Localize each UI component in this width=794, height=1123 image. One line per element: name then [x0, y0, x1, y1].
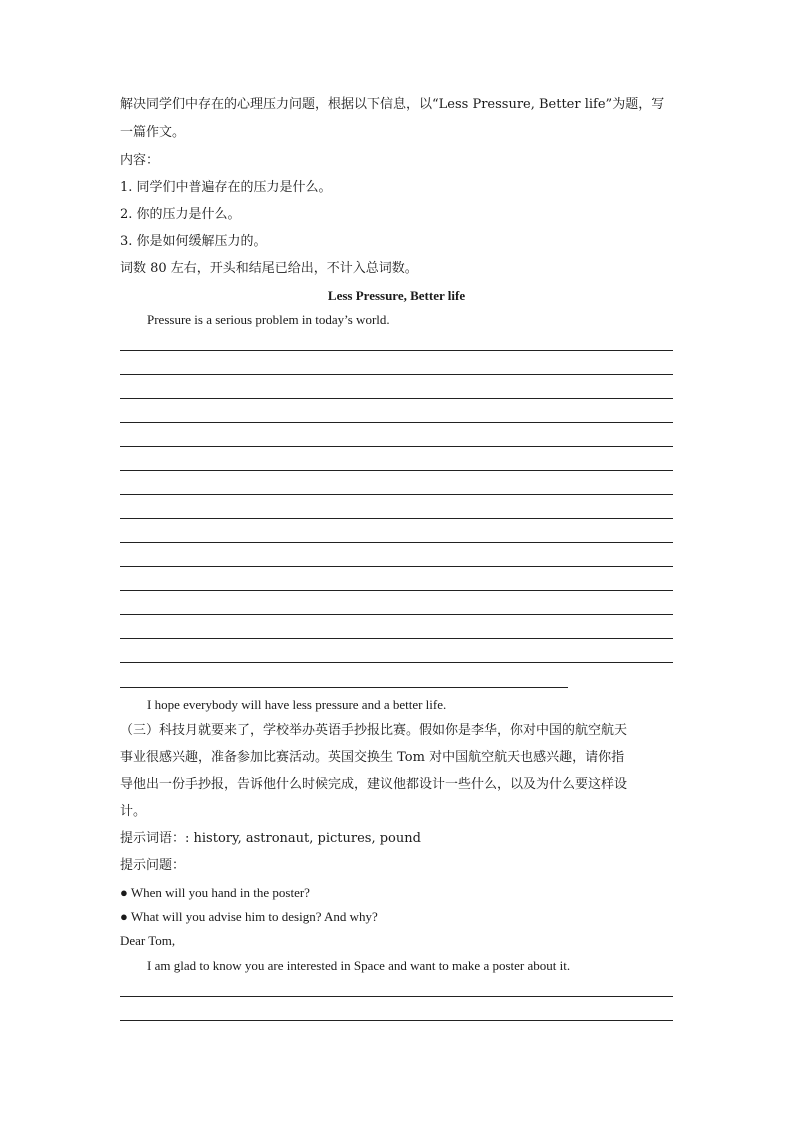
essay-opening: Pressure is a serious problem in today’s world.	[147, 312, 390, 327]
section2-intro-line1: 解决同学们中存在的心理压力问题，根据以下信息，以“Less Pressure, Better life”为题，写	[120, 97, 665, 112]
writing-line[interactable]	[120, 662, 673, 663]
writing-line[interactable]	[120, 542, 673, 543]
writing-line[interactable]	[120, 446, 673, 447]
letter-opening: I am glad to know you are interested in Space and want to make a poster about it.	[147, 958, 571, 973]
section3-prompt-line2: 事业很感兴趣，准备参加比赛活动。英国交换生 Tom 对中国航空航天也感兴趣，请你指	[120, 750, 625, 765]
writing-line[interactable]	[120, 590, 673, 591]
essay-title: Less Pressure, Better life	[327, 288, 466, 303]
content-item-1: 1. 同学们中普遍存在的压力是什么。	[120, 180, 332, 195]
hint-question-2: ● What will you advise him to design? And why?	[120, 909, 378, 924]
writing-line[interactable]	[120, 687, 568, 688]
hint-words: 提示词语：: history, astronaut, pictures, pound	[120, 831, 421, 846]
writing-line[interactable]	[120, 1020, 673, 1021]
essay-closing: I hope everybody will have less pressure and a better life.	[147, 697, 447, 712]
writing-line[interactable]	[120, 350, 673, 351]
writing-line[interactable]	[120, 374, 673, 375]
writing-line[interactable]	[120, 518, 673, 519]
writing-line[interactable]	[120, 494, 673, 495]
section3-prompt-line1: （三）科技月就要来了，学校举办英语手抄报比赛。假如你是李华，你对中国的航空航天	[120, 723, 628, 738]
content-item-2: 2. 你的压力是什么。	[120, 207, 241, 222]
writing-line[interactable]	[120, 996, 673, 997]
writing-line[interactable]	[120, 422, 673, 423]
word-requirement: 词数 80 左右，开头和结尾已给出，不计入总词数。	[120, 261, 418, 276]
hint-questions-label: 提示问题：	[120, 858, 186, 873]
section3-prompt-line3: 导他出一份手抄报，告诉他什么时候完成，建议他都设计一些什么，以及为什么要这样设	[120, 777, 628, 792]
section3-prompt-line4: 计。	[120, 804, 147, 819]
section2-intro-line2: 一篇作文。	[120, 125, 186, 140]
writing-line[interactable]	[120, 398, 673, 399]
content-item-3: 3. 你是如何缓解压力的。	[120, 234, 267, 249]
writing-line[interactable]	[120, 614, 673, 615]
letter-salutation: Dear Tom,	[120, 933, 176, 948]
writing-line[interactable]	[120, 470, 673, 471]
writing-line[interactable]	[120, 566, 673, 567]
hint-question-1: ● When will you hand in the poster?	[120, 885, 310, 900]
writing-line[interactable]	[120, 638, 673, 639]
content-label: 内容：	[120, 153, 160, 168]
